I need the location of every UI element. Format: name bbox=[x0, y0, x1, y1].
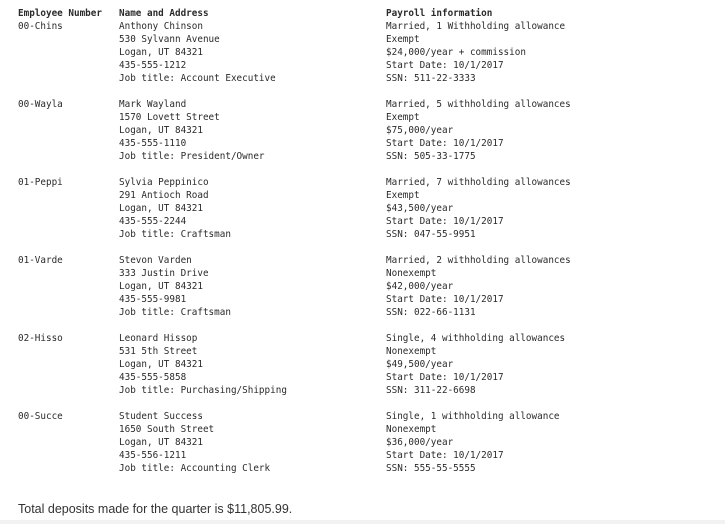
employee-phone: 435-555-5858 bbox=[119, 372, 187, 383]
employee-name: Mark Wayland bbox=[119, 99, 187, 110]
quarter-deposits-total-text: Total deposits made for the quarter is $11,805.99. bbox=[18, 502, 293, 516]
pay-rate: $42,000/year bbox=[386, 281, 454, 292]
employee-city: Logan, UT 84321 bbox=[119, 47, 203, 58]
exempt-status: Exempt bbox=[386, 112, 420, 123]
employee-row bbox=[18, 254, 616, 332]
employee-row bbox=[18, 410, 616, 488]
employee-job-title: Job title: Craftsman bbox=[119, 229, 231, 240]
pay-rate: $49,500/year bbox=[386, 359, 454, 370]
pay-rate: $75,000/year bbox=[386, 125, 454, 136]
employee-name: Sylvia Peppinico bbox=[119, 177, 209, 188]
employee-street: 530 Sylvann Avenue bbox=[119, 34, 220, 45]
employee-job-title: Job title: Account Executive bbox=[119, 73, 276, 84]
ssn: SSN: 511-22-3333 bbox=[386, 73, 476, 84]
employee-job-title: Job title: Purchasing/Shipping bbox=[119, 385, 287, 396]
employee-id: 00-Succe bbox=[18, 411, 63, 422]
employee-id: 00-Wayla bbox=[18, 99, 63, 110]
filing-status: Single, 1 withholding allowance bbox=[386, 411, 560, 422]
employee-job-title: Job title: President/Owner bbox=[119, 151, 265, 162]
employee-id: 02-Hisso bbox=[18, 333, 63, 344]
employee-city: Logan, UT 84321 bbox=[119, 203, 203, 214]
filing-status: Married, 7 withholding allowances bbox=[386, 177, 571, 188]
filing-status: Married, 1 Withholding allowance bbox=[386, 21, 566, 32]
employee-name: Anthony Chinson bbox=[119, 21, 203, 32]
filing-status: Single, 4 withholding allowances bbox=[386, 333, 566, 344]
employee-street: 291 Antioch Road bbox=[119, 190, 209, 201]
start-date: Start Date: 10/1/2017 bbox=[386, 60, 504, 71]
employee-job-title: Job title: Craftsman bbox=[119, 307, 231, 318]
header-payroll-info: Payroll information bbox=[386, 8, 493, 19]
employee-payroll-table bbox=[18, 7, 616, 488]
filing-status: Married, 5 withholding allowances bbox=[386, 99, 571, 110]
start-date: Start Date: 10/1/2017 bbox=[386, 216, 504, 227]
start-date: Start Date: 10/1/2017 bbox=[386, 138, 504, 149]
employee-phone: 435-555-1110 bbox=[119, 138, 187, 149]
employee-id: 01-Varde bbox=[18, 255, 63, 266]
employee-id: 00-Chins bbox=[18, 21, 63, 32]
employee-street: 1570 Lovett Street bbox=[119, 112, 220, 123]
employee-phone: 435-555-1212 bbox=[119, 60, 187, 71]
employee-city: Logan, UT 84321 bbox=[119, 437, 203, 448]
exempt-status: Nonexempt bbox=[386, 424, 437, 435]
employee-name: Leonard Hissop bbox=[119, 333, 198, 344]
employee-city: Logan, UT 84321 bbox=[119, 125, 203, 136]
employee-id: 01-Peppi bbox=[18, 177, 63, 188]
employee-phone: 435-555-9981 bbox=[119, 294, 187, 305]
exempt-status: Exempt bbox=[386, 190, 420, 201]
start-date: Start Date: 10/1/2017 bbox=[386, 372, 504, 383]
ssn: SSN: 505-33-1775 bbox=[386, 151, 476, 162]
header-employee-number: Employee Number bbox=[18, 8, 102, 19]
employee-name: Stevon Varden bbox=[119, 255, 192, 266]
filing-status: Married, 2 withholding allowances bbox=[386, 255, 571, 266]
pay-rate: $24,000/year + commission bbox=[386, 47, 526, 58]
ssn: SSN: 555-55-5555 bbox=[386, 463, 476, 474]
table-header bbox=[18, 7, 616, 20]
employee-street: 531 5th Street bbox=[119, 346, 198, 357]
employee-street: 333 Justin Drive bbox=[119, 268, 209, 279]
start-date: Start Date: 10/1/2017 bbox=[386, 294, 504, 305]
header-name-address: Name and Address bbox=[119, 8, 209, 19]
employee-city: Logan, UT 84321 bbox=[119, 359, 203, 370]
employee-street: 1650 South Street bbox=[119, 424, 215, 435]
employee-phone: 435-555-2244 bbox=[119, 216, 187, 227]
ssn: SSN: 311-22-6698 bbox=[386, 385, 476, 396]
employee-city: Logan, UT 84321 bbox=[119, 281, 203, 292]
employee-phone: 435-556-1211 bbox=[119, 450, 187, 461]
employee-name: Student Success bbox=[119, 411, 203, 422]
employee-row bbox=[18, 20, 616, 98]
ssn: SSN: 022-66-1131 bbox=[386, 307, 476, 318]
employee-job-title: Job title: Accounting Clerk bbox=[119, 463, 271, 474]
employee-row bbox=[18, 98, 616, 176]
employee-row bbox=[18, 176, 616, 254]
pay-rate: $36,000/year bbox=[386, 437, 454, 448]
exempt-status: Nonexempt bbox=[386, 268, 437, 279]
exempt-status: Nonexempt bbox=[386, 346, 437, 357]
pay-rate: $43,500/year bbox=[386, 203, 454, 214]
exempt-status: Exempt bbox=[386, 34, 420, 45]
ssn: SSN: 047-55-9951 bbox=[386, 229, 476, 240]
bottom-divider bbox=[0, 520, 725, 524]
start-date: Start Date: 10/1/2017 bbox=[386, 450, 504, 461]
employee-row bbox=[18, 332, 616, 410]
